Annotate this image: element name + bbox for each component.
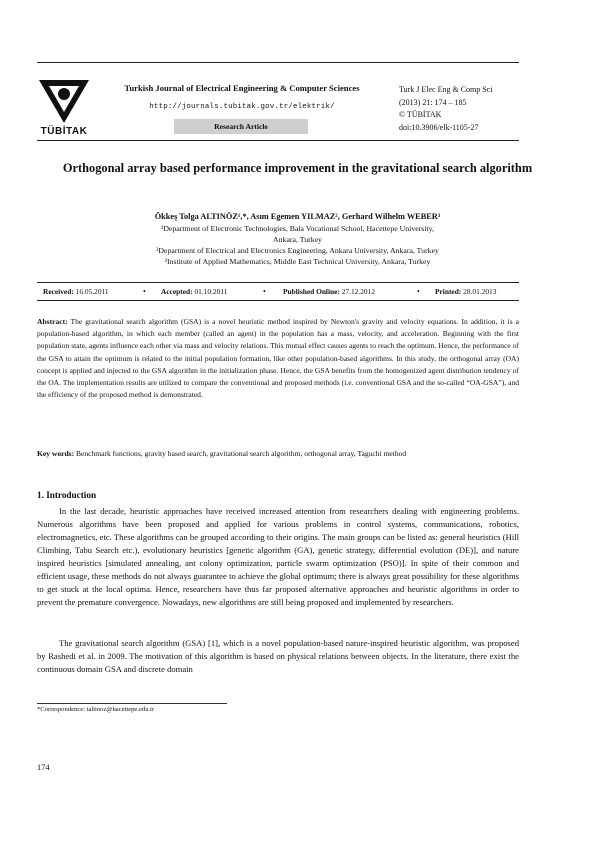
section-heading: 1. Introduction	[37, 490, 97, 500]
accepted-date: Accepted: 01.10.2011	[161, 287, 228, 296]
affiliation-1: ¹Department of Electronic Technologies, Bala Vocational School, Hacettepe University,	[160, 224, 434, 233]
citation-journal: Turk J Elec Eng & Comp Sci	[399, 85, 493, 94]
intro-paragraph-2: The gravitational search algorithm (GSA) [1], which is a novel population-based nature-inspired heuristic algorithm, was proposed by Rashedi et al. in 2009. The motivation of this algorithm is based on physical relations between objects. In the literature, there exist the continuous domain GSA and discrete domain	[37, 638, 519, 675]
author-list: Ökkeş Tolga ALTINÖZ¹,*, Asım Egemen YILMAZ², Gerhard Wilhelm WEBER³	[154, 212, 441, 221]
published-online-date: Published Online: 27.12.2012	[283, 287, 376, 296]
affiliation-1-city: Ankara, Turkey	[273, 235, 322, 244]
dates-bottom-rule	[37, 300, 519, 301]
dates-bar	[37, 283, 519, 300]
affiliation-2: ²Department of Electrical and Electronics Engineering, Ankara University, Ankara, Turkey	[156, 246, 439, 255]
received-date: Received: 16.05.2011	[43, 287, 109, 296]
footnote-rule	[37, 703, 227, 704]
intro-paragraph-1: In the last decade, heuristic approaches have received increased attention from researchers dealing with engineering problems. Numerous algorithms have been proposed and applied for various problems in control systems, communications, robotics, electromagnetics, etc. These algorithms can be grouped according to their origins. The main groups can be listed as: general heuristics (Hill Climbing, Tabu Search etc.), evolutionary heuristics [genetic algorithm (GA), genetic strategy, differential evolution (DE)], and nature inspired heuristics [simulated annealing, ant colony optimization, particle swarm optimization (PSO)]. In spite of their common and efficient usage, these methods do not always guarantee to achieve the global optimum; there is always great possibility for these algorithms to get stuck at the local optima. Hence, researchers have thus far proposed alternative approaches and heuristic algorithms in order to prevent the premature convergence. Nowadays, new algorithms are still being proposed and implemented by researchers.	[37, 506, 519, 608]
date-separator: •	[263, 287, 266, 296]
citation-block	[399, 84, 529, 134]
affiliation-3: ³Institute of Applied Mathematics, Middle East Technical University, Ankara, Turkey	[164, 257, 431, 266]
page-number: 174	[37, 763, 50, 772]
abstract	[37, 316, 519, 401]
journal-url[interactable]: http://journals.tubitak.gov.tr/elektrik/	[149, 103, 335, 111]
keywords-text: Benchmark functions, gravity based search, gravitational search algorithm, orthogonal array, Taguchi method	[76, 449, 407, 458]
correspondence-footnote: *Correspondence: taltinoz@hacettepe.edu.tr	[37, 706, 155, 713]
date-separator: •	[417, 287, 420, 296]
citation-volume: (2013) 21: 174 – 185	[399, 97, 467, 107]
abstract-label: Abstract:	[37, 317, 68, 326]
journal-title: Turkish Journal of Electrical Engineering & Computer Sciences	[124, 83, 360, 93]
citation-doi[interactable]: doi:10.3906/elk-1105-27	[399, 122, 479, 132]
logo-wordmark: TÜBİTAK	[40, 126, 88, 137]
date-separator: •	[143, 287, 146, 296]
paper-title: Orthogonal array based performance improvement in the gravitational search algorithm	[62, 161, 533, 175]
abstract-text: The gravitational search algorithm (GSA) is a novel heuristic method inspired by Newton's gravity and velocity equations. In addition, it is a population-based algorithm, in which each member (called an agent) in the population has a mass, velocity, and acceleration. Beginning with the first population state, agents influence each other via mass and velocity relations. This mutual effect causes agents to reach the optimum. Hence, the performance of the GSA to attain the optimum is related to the initial population formation, like other population-based algorithms. In this study, the orthogonal array (OA) concept is applied and injected to the GSA algorithm in the initialization phase. Hence, the GSA benefits from the homogenized agent distribution tendency of the OA. The implementation results are utilized to compare the conventional and proposed methods (i.e. conventional GSA and the so-called “OA-GSA”), and the efficiency of the proposed method is demonstrated.	[37, 317, 519, 400]
keywords	[37, 448, 519, 460]
keywords-label: Key words:	[37, 449, 75, 458]
tubitak-logo	[37, 68, 91, 142]
citation-copyright: © TÜBİTAK	[399, 110, 442, 120]
article-type-badge: Research Article	[174, 119, 308, 134]
header-bottom-rule	[37, 140, 519, 141]
printed-date: Printed: 28.01.2013	[435, 287, 497, 296]
header-top-rule	[37, 62, 519, 63]
